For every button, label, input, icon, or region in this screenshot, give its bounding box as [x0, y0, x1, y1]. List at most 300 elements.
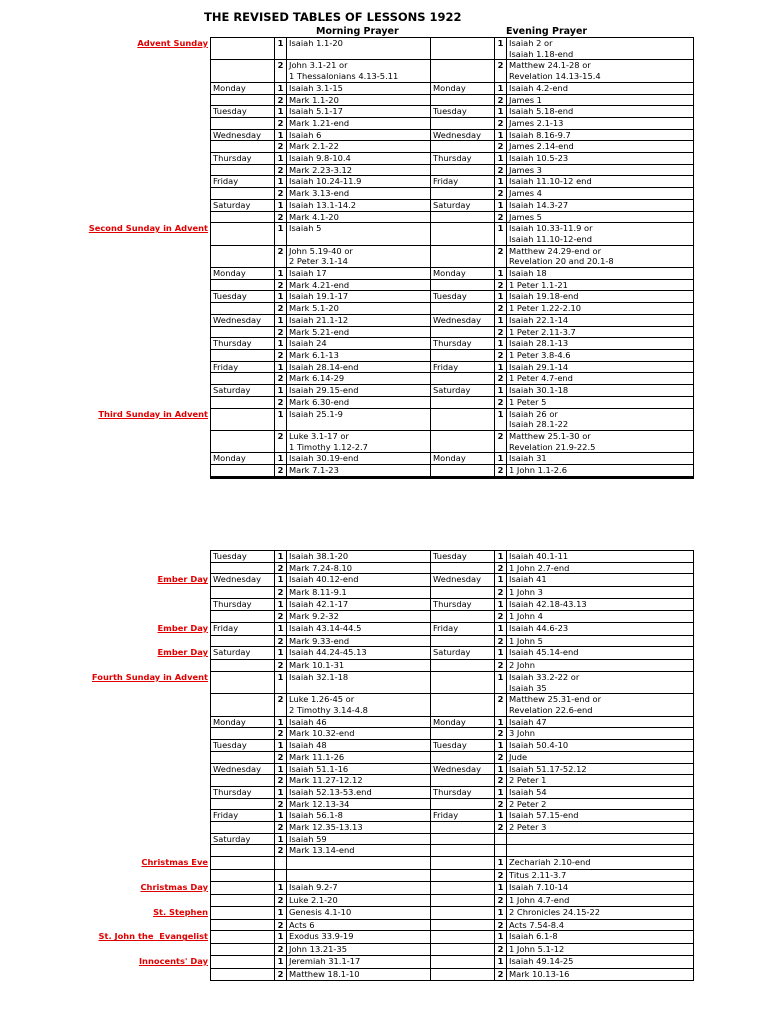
evening-day	[430, 955, 494, 968]
morning-day: Wednesday	[210, 763, 274, 775]
morning-lesson-number: 2	[274, 586, 286, 598]
table-row	[0, 622, 768, 635]
morning-day: Tuesday	[210, 739, 274, 751]
observance-label	[0, 279, 210, 291]
evening-lesson-number: 1	[494, 199, 506, 211]
morning-lesson-number: 1	[274, 105, 286, 117]
evening-day: Saturday	[430, 646, 494, 659]
evening-lesson-number: 1	[494, 716, 506, 728]
observance-label	[0, 716, 210, 728]
evening-lesson-number: 1	[494, 105, 506, 117]
observance-label	[0, 477, 210, 479]
evening-reading: Isaiah 42.18-43.13	[506, 598, 694, 610]
morning-day	[210, 222, 274, 244]
observance-label	[0, 245, 210, 267]
morning-day	[210, 968, 274, 981]
evening-reading: 2 Peter 3	[506, 821, 694, 833]
evening-day	[430, 222, 494, 244]
observance-label: Third Sunday in Advent	[98, 408, 208, 419]
table-row	[0, 844, 768, 856]
table-row	[0, 199, 768, 211]
table-row	[0, 82, 768, 94]
evening-reading: 2 Chronicles 24.15-22	[506, 906, 694, 919]
table-row	[0, 349, 768, 361]
observance-label	[0, 586, 210, 598]
evening-lesson-number: 1	[494, 361, 506, 373]
morning-day: Thursday	[210, 337, 274, 349]
morning-lesson-number: 2	[274, 349, 286, 361]
morning-day	[210, 693, 274, 715]
table-row	[0, 586, 768, 598]
evening-day	[430, 968, 494, 981]
table-row	[0, 856, 768, 869]
evening-lesson-number: 2	[494, 943, 506, 955]
morning-reading: Isaiah 9.8-10.4	[286, 152, 430, 164]
morning-day	[210, 245, 274, 267]
table-row	[0, 906, 768, 919]
morning-lesson-number: 2	[274, 693, 286, 715]
table-row	[0, 659, 768, 671]
evening-lesson-number: 1	[494, 384, 506, 396]
morning-day	[210, 671, 274, 693]
morning-reading: Isaiah 32.1-18	[286, 671, 430, 693]
evening-reading: Titus 2.11-3.7	[506, 869, 694, 881]
observance-label	[0, 361, 210, 373]
morning-day: Saturday	[210, 199, 274, 211]
evening-reading: James 5	[506, 211, 694, 223]
evening-day	[430, 586, 494, 598]
morning-reading: Mark 10.32-end	[286, 727, 430, 739]
morning-lesson-number: 1	[274, 930, 286, 943]
table-row	[0, 175, 768, 187]
morning-lesson-number: 2	[274, 821, 286, 833]
evening-reading: James 3	[506, 164, 694, 176]
morning-reading: Mark 2.23-3.12	[286, 164, 430, 176]
observance-label	[0, 140, 210, 152]
morning-reading: John 3.1-21 or 1 Thessalonians 4.13-5.11	[286, 59, 430, 81]
evening-reading: Isaiah 45.14-end	[506, 646, 694, 659]
evening-day: Monday	[430, 267, 494, 279]
table-row	[0, 152, 768, 164]
evening-reading: Isaiah 4.2-end	[506, 82, 694, 94]
morning-day	[210, 774, 274, 786]
evening-lesson-number: 2	[494, 326, 506, 338]
morning-reading: Isaiah 29.15-end	[286, 384, 430, 396]
evening-reading: 2 John	[506, 659, 694, 671]
morning-lesson-number: 2	[274, 94, 286, 106]
evening-day	[430, 894, 494, 906]
morning-day	[210, 396, 274, 408]
table-row	[0, 117, 768, 129]
morning-reading: Luke 2.1-20	[286, 894, 430, 906]
evening-day: Saturday	[430, 384, 494, 396]
morning-lesson-number: 1	[274, 955, 286, 968]
table-row	[0, 798, 768, 810]
evening-day	[430, 396, 494, 408]
morning-lesson-number: 2	[274, 464, 286, 476]
table-row	[0, 786, 768, 798]
evening-day	[430, 279, 494, 291]
observance-label	[0, 610, 210, 622]
morning-day	[210, 659, 274, 671]
evening-reading: Isaiah 31	[506, 452, 694, 464]
table-row	[0, 598, 768, 610]
morning-lesson-number: 1	[274, 452, 286, 464]
evening-day: Saturday	[430, 199, 494, 211]
morning-lesson-number: 1	[274, 833, 286, 845]
evening-reading: Isaiah 47	[506, 716, 694, 728]
evening-lesson-number: 1	[494, 550, 506, 562]
morning-reading: Isaiah 3.1-15	[286, 82, 430, 94]
morning-day	[210, 869, 274, 881]
evening-lesson-number: 2	[494, 821, 506, 833]
evening-reading: Isaiah 19.18-end	[506, 290, 694, 302]
evening-reading: Isaiah 40.1-11	[506, 550, 694, 562]
observance-label	[0, 199, 210, 211]
morning-reading: Isaiah 38.1-20	[286, 550, 430, 562]
evening-lesson-number: 2	[494, 187, 506, 199]
morning-lesson-number: 2	[274, 919, 286, 931]
morning-lesson-number: 1	[274, 573, 286, 586]
evening-day	[430, 211, 494, 223]
evening-day	[430, 693, 494, 715]
morning-day	[210, 798, 274, 810]
evening-lesson-number: 1	[494, 906, 506, 919]
observance-label	[0, 833, 210, 845]
table-row	[0, 751, 768, 763]
morning-day	[210, 140, 274, 152]
morning-day: Thursday	[210, 786, 274, 798]
evening-day	[430, 881, 494, 894]
morning-reading: John 13.21-35	[286, 943, 430, 955]
table-row	[0, 671, 768, 693]
morning-lesson-number: 2	[274, 59, 286, 81]
morning-reading: Mark 11.27-12.12	[286, 774, 430, 786]
evening-reading: 1 John 5.1-12	[506, 943, 694, 955]
table-row	[0, 408, 768, 430]
morning-reading: Mark 6.14-29	[286, 372, 430, 384]
evening-reading: Isaiah 44.6-23	[506, 622, 694, 635]
morning-day: Thursday	[210, 598, 274, 610]
observance-label	[0, 175, 210, 187]
table-row	[0, 452, 768, 464]
morning-lesson-number: 1	[274, 622, 286, 635]
evening-day	[430, 59, 494, 81]
observance-label: Fourth Sunday in Advent	[91, 671, 208, 682]
evening-reading: Jude	[506, 751, 694, 763]
morning-reading: Isaiah 48	[286, 739, 430, 751]
evening-reading: Isaiah 14.3-27	[506, 199, 694, 211]
table-row	[0, 314, 768, 326]
observance-label	[0, 869, 210, 881]
evening-day: Tuesday	[430, 550, 494, 562]
evening-reading: Isaiah 6.1-8	[506, 930, 694, 943]
table-row	[0, 94, 768, 106]
observance-label	[0, 94, 210, 106]
evening-lesson-number: 2	[494, 610, 506, 622]
morning-day: Friday	[210, 175, 274, 187]
morning-day	[210, 430, 274, 452]
evening-day: Monday	[430, 716, 494, 728]
evening-lesson-number: 2	[494, 117, 506, 129]
morning-day: Monday	[210, 82, 274, 94]
evening-day	[430, 906, 494, 919]
evening-lesson-number: 1	[494, 314, 506, 326]
observance-label	[0, 774, 210, 786]
evening-lesson-number: 1	[494, 290, 506, 302]
morning-reading: Mark 8.11-9.1	[286, 586, 430, 598]
table-row	[0, 105, 768, 117]
morning-reading: Jeremiah 31.1-17	[286, 955, 430, 968]
morning-day	[210, 943, 274, 955]
morning-lesson-number: 2	[274, 326, 286, 338]
morning-lesson-number: 2	[274, 798, 286, 810]
morning-reading: Isaiah 56.1-8	[286, 809, 430, 821]
morning-reading: Isaiah 40.12-end	[286, 573, 430, 586]
morning-lesson-number: 1	[274, 290, 286, 302]
observance-label	[0, 187, 210, 199]
morning-day: Tuesday	[210, 290, 274, 302]
observance-label	[0, 211, 210, 223]
morning-reading: Mark 5.21-end	[286, 326, 430, 338]
observance-label	[0, 844, 210, 856]
evening-day	[430, 774, 494, 786]
morning-lesson-number: 1	[274, 222, 286, 244]
morning-lesson-number	[274, 477, 286, 479]
evening-lesson-number: 2	[494, 798, 506, 810]
morning-reading: Mark 7.24-8.10	[286, 562, 430, 574]
table-row	[0, 727, 768, 739]
morning-lesson-number: 1	[274, 384, 286, 396]
evening-lesson-number: 2	[494, 396, 506, 408]
evening-lesson-number: 1	[494, 129, 506, 141]
evening-reading: Isaiah 11.10-12 end	[506, 175, 694, 187]
table-row	[0, 59, 768, 81]
table-row	[0, 211, 768, 223]
evening-day	[430, 430, 494, 452]
morning-lesson-number: 2	[274, 943, 286, 955]
evening-reading: 1 John 1.1-2.6	[506, 464, 694, 476]
evening-reading: Matthew 25.1-30 or Revelation 21.9-22.5	[506, 430, 694, 452]
table-row	[0, 245, 768, 267]
observance-label: St. Stephen	[153, 906, 208, 917]
observance-label: Advent Sunday	[137, 38, 208, 48]
evening-day: Thursday	[430, 337, 494, 349]
morning-reading: Isaiah 28.14-end	[286, 361, 430, 373]
table-row	[0, 562, 768, 574]
evening-reading: Isaiah 50.4-10	[506, 739, 694, 751]
evening-lesson-number: 1	[494, 786, 506, 798]
morning-reading: Mark 11.1-26	[286, 751, 430, 763]
evening-lesson-number: 2	[494, 693, 506, 715]
evening-reading: Isaiah 54	[506, 786, 694, 798]
evening-reading: Matthew 24.1-28 or Revelation 14.13-15.4	[506, 59, 694, 81]
evening-day	[430, 930, 494, 943]
evening-day	[430, 844, 494, 856]
evening-reading: Isaiah 22.1-14	[506, 314, 694, 326]
evening-day	[430, 821, 494, 833]
evening-lesson-number: 1	[494, 598, 506, 610]
morning-reading: Matthew 18.1-10	[286, 968, 430, 981]
evening-lesson-number: 2	[494, 372, 506, 384]
morning-reading: Isaiah 52.13-53.end	[286, 786, 430, 798]
evening-day	[430, 727, 494, 739]
evening-reading	[506, 844, 694, 856]
observance-label	[0, 82, 210, 94]
evening-reading: Isaiah 8.16-9.7	[506, 129, 694, 141]
table-row	[0, 430, 768, 452]
evening-lesson-number: 1	[494, 37, 506, 59]
observance-label	[0, 164, 210, 176]
evening-lesson-number: 1	[494, 408, 506, 430]
observance-label	[0, 267, 210, 279]
morning-reading: Mark 9.33-end	[286, 635, 430, 647]
evening-day	[430, 919, 494, 931]
morning-reading: Isaiah 46	[286, 716, 430, 728]
morning-day	[210, 164, 274, 176]
table-row	[0, 464, 768, 476]
observance-label	[0, 943, 210, 955]
morning-lesson-number: 1	[274, 809, 286, 821]
morning-lesson-number: 1	[274, 671, 286, 693]
morning-reading	[286, 477, 430, 479]
evening-lesson-number: 2	[494, 894, 506, 906]
morning-reading: Isaiah 51.1-16	[286, 763, 430, 775]
morning-day	[210, 477, 274, 479]
evening-reading: 3 John	[506, 727, 694, 739]
table-row	[0, 930, 768, 943]
evening-lesson-number: 2	[494, 59, 506, 81]
evening-lesson-number: 2	[494, 430, 506, 452]
evening-day: Tuesday	[430, 739, 494, 751]
observance-label: Christmas Eve	[141, 857, 208, 868]
evening-reading: Isaiah 26 or Isaiah 28.1-22	[506, 408, 694, 430]
table-row	[0, 267, 768, 279]
observance-label	[0, 659, 210, 671]
evening-lesson-number: 2	[494, 635, 506, 647]
observance-label	[0, 798, 210, 810]
evening-reading: 1 Peter 2.11-3.7	[506, 326, 694, 338]
table-row	[0, 821, 768, 833]
evening-reading: James 1	[506, 94, 694, 106]
observance-label	[0, 396, 210, 408]
evening-reading: 1 Peter 4.7-end	[506, 372, 694, 384]
morning-reading: Isaiah 21.1-12	[286, 314, 430, 326]
morning-day: Monday	[210, 267, 274, 279]
table-row	[0, 955, 768, 968]
evening-day	[430, 117, 494, 129]
evening-day	[430, 856, 494, 869]
morning-day: Friday	[210, 809, 274, 821]
evening-day: Wednesday	[430, 129, 494, 141]
evening-day: Monday	[430, 452, 494, 464]
observance-label	[0, 152, 210, 164]
morning-lesson-number: 2	[274, 302, 286, 314]
observance-label	[0, 452, 210, 464]
evening-day: Friday	[430, 175, 494, 187]
observance-label: Second Sunday in Advent	[88, 223, 208, 234]
evening-day: Thursday	[430, 786, 494, 798]
morning-lesson-number: 2	[274, 430, 286, 452]
morning-reading: Luke 1.26-45 or 2 Timothy 3.14-4.8	[286, 693, 430, 715]
morning-reading: Isaiah 5	[286, 222, 430, 244]
morning-reading: Isaiah 9.2-7	[286, 881, 430, 894]
morning-day	[210, 372, 274, 384]
observance-label	[0, 314, 210, 326]
morning-lesson-number	[274, 856, 286, 869]
evening-lesson-number: 2	[494, 727, 506, 739]
morning-day	[210, 37, 274, 59]
observance-label	[0, 739, 210, 751]
evening-reading: 1 Peter 1.22-2.10	[506, 302, 694, 314]
evening-reading: James 2.14-end	[506, 140, 694, 152]
evening-day	[430, 610, 494, 622]
morning-lesson-number: 2	[274, 751, 286, 763]
observance-label	[0, 349, 210, 361]
evening-reading: Isaiah 18	[506, 267, 694, 279]
observance-label	[0, 430, 210, 452]
evening-day	[430, 477, 494, 479]
observance-label	[0, 372, 210, 384]
morning-lesson-number: 2	[274, 164, 286, 176]
observance-label	[0, 693, 210, 715]
morning-day	[210, 635, 274, 647]
evening-day: Wednesday	[430, 573, 494, 586]
morning-reading: Mark 4.1-20	[286, 211, 430, 223]
evening-lesson-number: 1	[494, 175, 506, 187]
evening-day	[430, 140, 494, 152]
morning-lesson-number: 2	[274, 117, 286, 129]
table-row	[0, 550, 768, 562]
evening-lesson-number: 1	[494, 809, 506, 821]
evening-reading: 2 Peter 1	[506, 774, 694, 786]
table-row	[0, 396, 768, 408]
evening-lesson-number: 2	[494, 245, 506, 267]
evening-day	[430, 562, 494, 574]
morning-reading: Mark 13.14-end	[286, 844, 430, 856]
evening-day	[430, 635, 494, 647]
table-row	[0, 763, 768, 775]
morning-day	[210, 919, 274, 931]
evening-lesson-number: 1	[494, 856, 506, 869]
observance-label: Innocents' Day	[138, 955, 208, 966]
evening-day	[430, 37, 494, 59]
evening-lesson-number: 2	[494, 562, 506, 574]
morning-day	[210, 930, 274, 943]
observance-label	[0, 809, 210, 821]
evening-reading: 1 Peter 1.1-21	[506, 279, 694, 291]
morning-lesson-number: 1	[274, 152, 286, 164]
evening-reading: 2 Peter 2	[506, 798, 694, 810]
observance-label	[0, 894, 210, 906]
morning-day: Monday	[210, 452, 274, 464]
morning-lesson-number: 2	[274, 140, 286, 152]
evening-reading: Isaiah 57.15-end	[506, 809, 694, 821]
morning-day	[210, 821, 274, 833]
morning-reading: Isaiah 43.14-44.5	[286, 622, 430, 635]
morning-lesson-number: 1	[274, 716, 286, 728]
table-row	[0, 129, 768, 141]
evening-day	[430, 245, 494, 267]
morning-day	[210, 464, 274, 476]
lessons-table-block-2	[0, 550, 768, 981]
evening-reading: Isaiah 41	[506, 573, 694, 586]
evening-lesson-number: 2	[494, 302, 506, 314]
evening-lesson-number: 2	[494, 140, 506, 152]
evening-day	[430, 943, 494, 955]
morning-reading: Exodus 33.9-19	[286, 930, 430, 943]
morning-lesson-number: 1	[274, 646, 286, 659]
